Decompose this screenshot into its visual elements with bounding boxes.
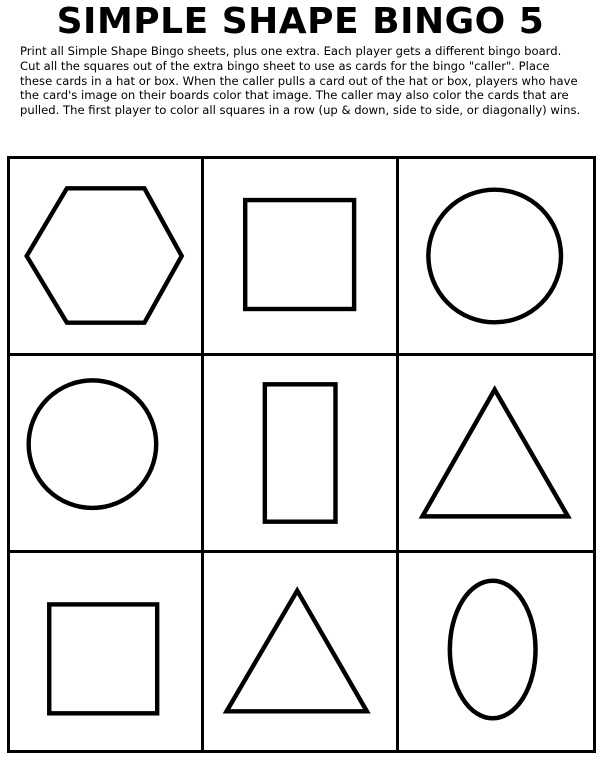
circle-shape [10, 356, 201, 550]
bingo-cell-r3c3 [399, 553, 593, 750]
bingo-cell-r2c2 [204, 356, 398, 553]
oval-shape [399, 553, 593, 750]
instructions-text: Print all Simple Shape Bingo sheets, plus one extra. Each player gets a different bingo board. Cut all the squares out of the extra bingo sheet to use as cards for the bingo "caller". Place these cards in a hat or box. When the caller pulls a card out of the hat or box, players who have the card's image on their boards color that image. The caller may also color the cards that are pulled. The first player to color all squares in a row (up & down, side to side, or diagonally) wins. [20, 44, 581, 118]
bingo-cell-r1c2 [204, 159, 398, 356]
square-shape [204, 159, 395, 353]
square-shape [10, 553, 201, 750]
rectangle-shape [204, 356, 395, 550]
bingo-cell-r2c3 [399, 356, 593, 553]
circle-shape [399, 159, 593, 353]
page-title: SIMPLE SHAPE BINGO 5 [56, 1, 545, 42]
bingo-cell-r2c1 [10, 356, 204, 553]
hexagon-shape [10, 159, 201, 353]
bingo-cell-r1c3 [399, 159, 593, 356]
triangle-shape [399, 356, 593, 550]
bingo-cell-r1c1 [10, 159, 204, 356]
bingo-board [7, 156, 596, 753]
bingo-cell-r3c2 [204, 553, 398, 750]
triangle-shape [204, 553, 395, 750]
bingo-cell-r3c1 [10, 553, 204, 750]
